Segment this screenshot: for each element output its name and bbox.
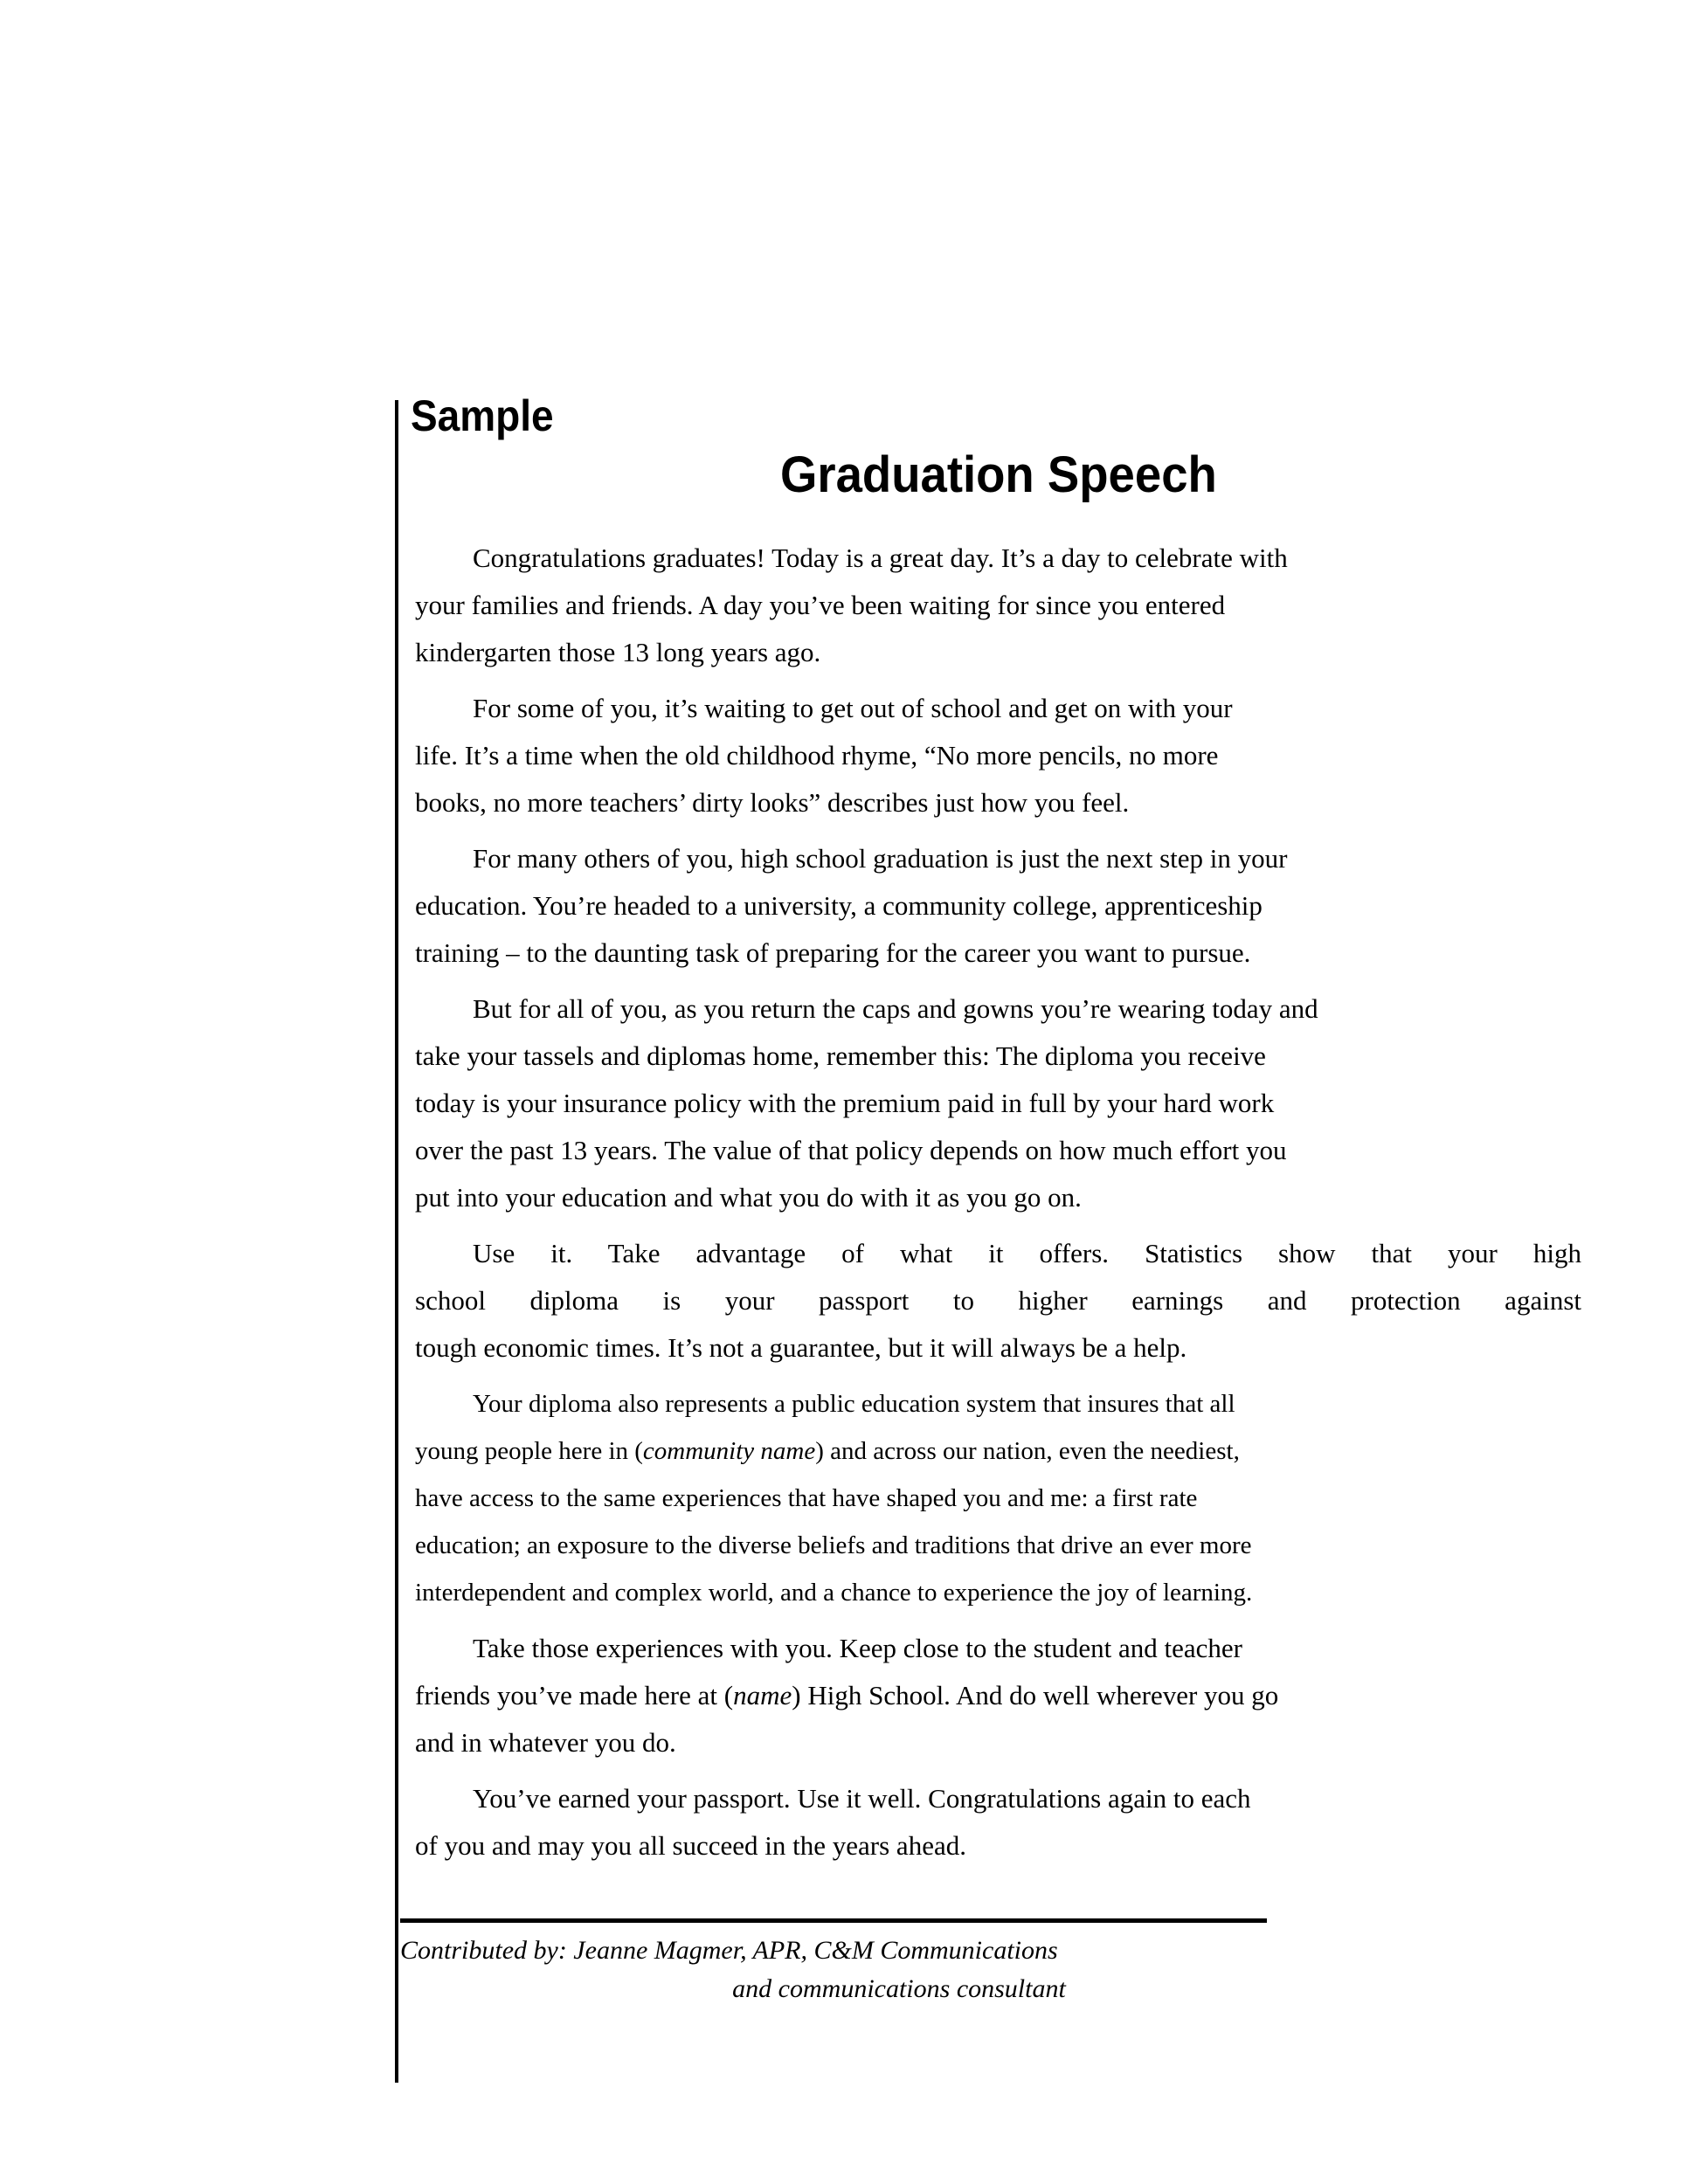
paragraph-line — [415, 1277, 1581, 1324]
text-segment: For many others of you, high school graduation is just the next step in your — [473, 843, 1288, 874]
text-segment: Congratulations graduates! Today is a great day. It’s a day to celebrate with — [473, 543, 1288, 573]
text-segment: training – to the daunting task of preparing for the career you want to pursue. — [415, 937, 1251, 968]
sample-label: Sample — [411, 391, 554, 440]
paragraph — [415, 835, 1581, 977]
text-segment: education; an exposure to the diverse beliefs and traditions that drive an ever more — [415, 1531, 1252, 1559]
text-segment: Take those experiences with you. Keep close to the student and teacher — [473, 1633, 1243, 1663]
speech-body — [415, 535, 1581, 1878]
text-segment: have access to the same experiences that have shaped you and me: a first rate — [415, 1484, 1198, 1512]
paragraph-line — [415, 685, 1581, 732]
paragraph-line — [415, 1522, 1581, 1569]
paragraph — [415, 685, 1581, 826]
paragraph — [415, 1230, 1581, 1372]
text-segment: of you and may you all succeed in the years ahead. — [415, 1830, 966, 1861]
footer-rule — [400, 1918, 1267, 1923]
paragraph-line — [415, 882, 1581, 930]
paragraph-line — [415, 1775, 1581, 1822]
text-segment: ) and across our nation, even the neediest, — [815, 1437, 1240, 1465]
page-title — [415, 446, 1581, 503]
paragraph-line — [415, 1127, 1581, 1174]
paragraph-line — [415, 1719, 1581, 1766]
paragraph-line — [415, 1427, 1581, 1475]
text-segment: books, no more teachers’ dirty looks” describes just how you feel. — [415, 787, 1130, 818]
text-segment: friends you’ve made here at ( — [415, 1680, 734, 1711]
text-segment: over the past 13 years. The value of that policy depends on how much effort you — [415, 1135, 1287, 1165]
text-segment: education. You’re headed to a university, a community college, apprenticeship — [415, 890, 1263, 921]
text-segment: put into your education and what you do with it as you go on. — [415, 1182, 1082, 1213]
paragraph-line — [415, 1080, 1581, 1127]
text-segment: school diploma is your passport to higher earnings and protection against — [415, 1285, 1581, 1316]
text-segment: today is your insurance policy with the premium paid in full by your hard work — [415, 1088, 1275, 1118]
paragraph-line — [415, 535, 1581, 582]
paragraph-line — [415, 1324, 1581, 1372]
paragraph-line — [415, 629, 1581, 676]
text-segment: your families and friends. A day you’ve been waiting for since you entered — [415, 590, 1226, 620]
paragraph-line — [415, 835, 1581, 882]
paragraph — [415, 1625, 1581, 1766]
text-segment: kindergarten those 13 long years ago. — [415, 637, 821, 667]
fill-in-placeholder: name — [733, 1680, 792, 1711]
paragraph-line — [415, 779, 1581, 826]
paragraph — [415, 1775, 1581, 1870]
left-margin-rule — [395, 400, 398, 2083]
text-segment: and in whatever you do. — [415, 1727, 676, 1758]
paragraph-line — [415, 732, 1581, 779]
text-segment: take your tassels and diplomas home, remember this: The diploma you receive — [415, 1040, 1266, 1071]
text-segment: young people here in ( — [415, 1437, 643, 1465]
text-segment: tough economic times. It’s not a guarantee, but it will always be a help. — [415, 1332, 1187, 1363]
paragraph-line — [415, 930, 1581, 977]
fill-in-placeholder: community name — [642, 1437, 816, 1465]
paragraph-line — [415, 1033, 1581, 1080]
text-segment: But for all of you, as you return the caps and gowns you’re wearing today and — [473, 993, 1318, 1024]
text-segment: Your diploma also represents a public education system that insures that all — [473, 1390, 1235, 1418]
paragraph-line — [415, 1174, 1581, 1221]
page-title-text: Graduation Speech — [779, 446, 1217, 503]
footer-contributor: Contributed by: Jeanne Magmer, APR, C&M Communications — [400, 1936, 1058, 1965]
footer-contributor-role: and communications consultant — [732, 1974, 1066, 2003]
paragraph-line — [415, 1569, 1581, 1616]
paragraph-line — [415, 1230, 1581, 1277]
footer — [400, 1918, 1267, 2008]
paragraph-line — [415, 1822, 1581, 1870]
text-segment: life. It’s a time when the old childhood rhyme, “No more pencils, no more — [415, 740, 1219, 771]
paragraph — [415, 1380, 1581, 1616]
text-segment: You’ve earned your passport. Use it well. Congratulations again to each — [473, 1783, 1251, 1814]
paragraph — [415, 535, 1581, 676]
text-segment: For some of you, it’s waiting to get out of school and get on with your — [473, 693, 1233, 723]
paragraph-line — [415, 1625, 1581, 1672]
text-segment: ) High School. And do well wherever you go — [792, 1680, 1279, 1711]
paragraph-line — [415, 1380, 1581, 1427]
paragraph-line — [415, 985, 1581, 1033]
text-segment: interdependent and complex world, and a chance to experience the joy of learning. — [415, 1579, 1253, 1607]
paragraph-line — [415, 1475, 1581, 1522]
paragraph-line — [415, 582, 1581, 629]
paragraph — [415, 985, 1581, 1221]
paragraph-line — [415, 1672, 1581, 1719]
text-segment: Use it. Take advantage of what it offers. Statistics show that your high — [473, 1238, 1581, 1268]
